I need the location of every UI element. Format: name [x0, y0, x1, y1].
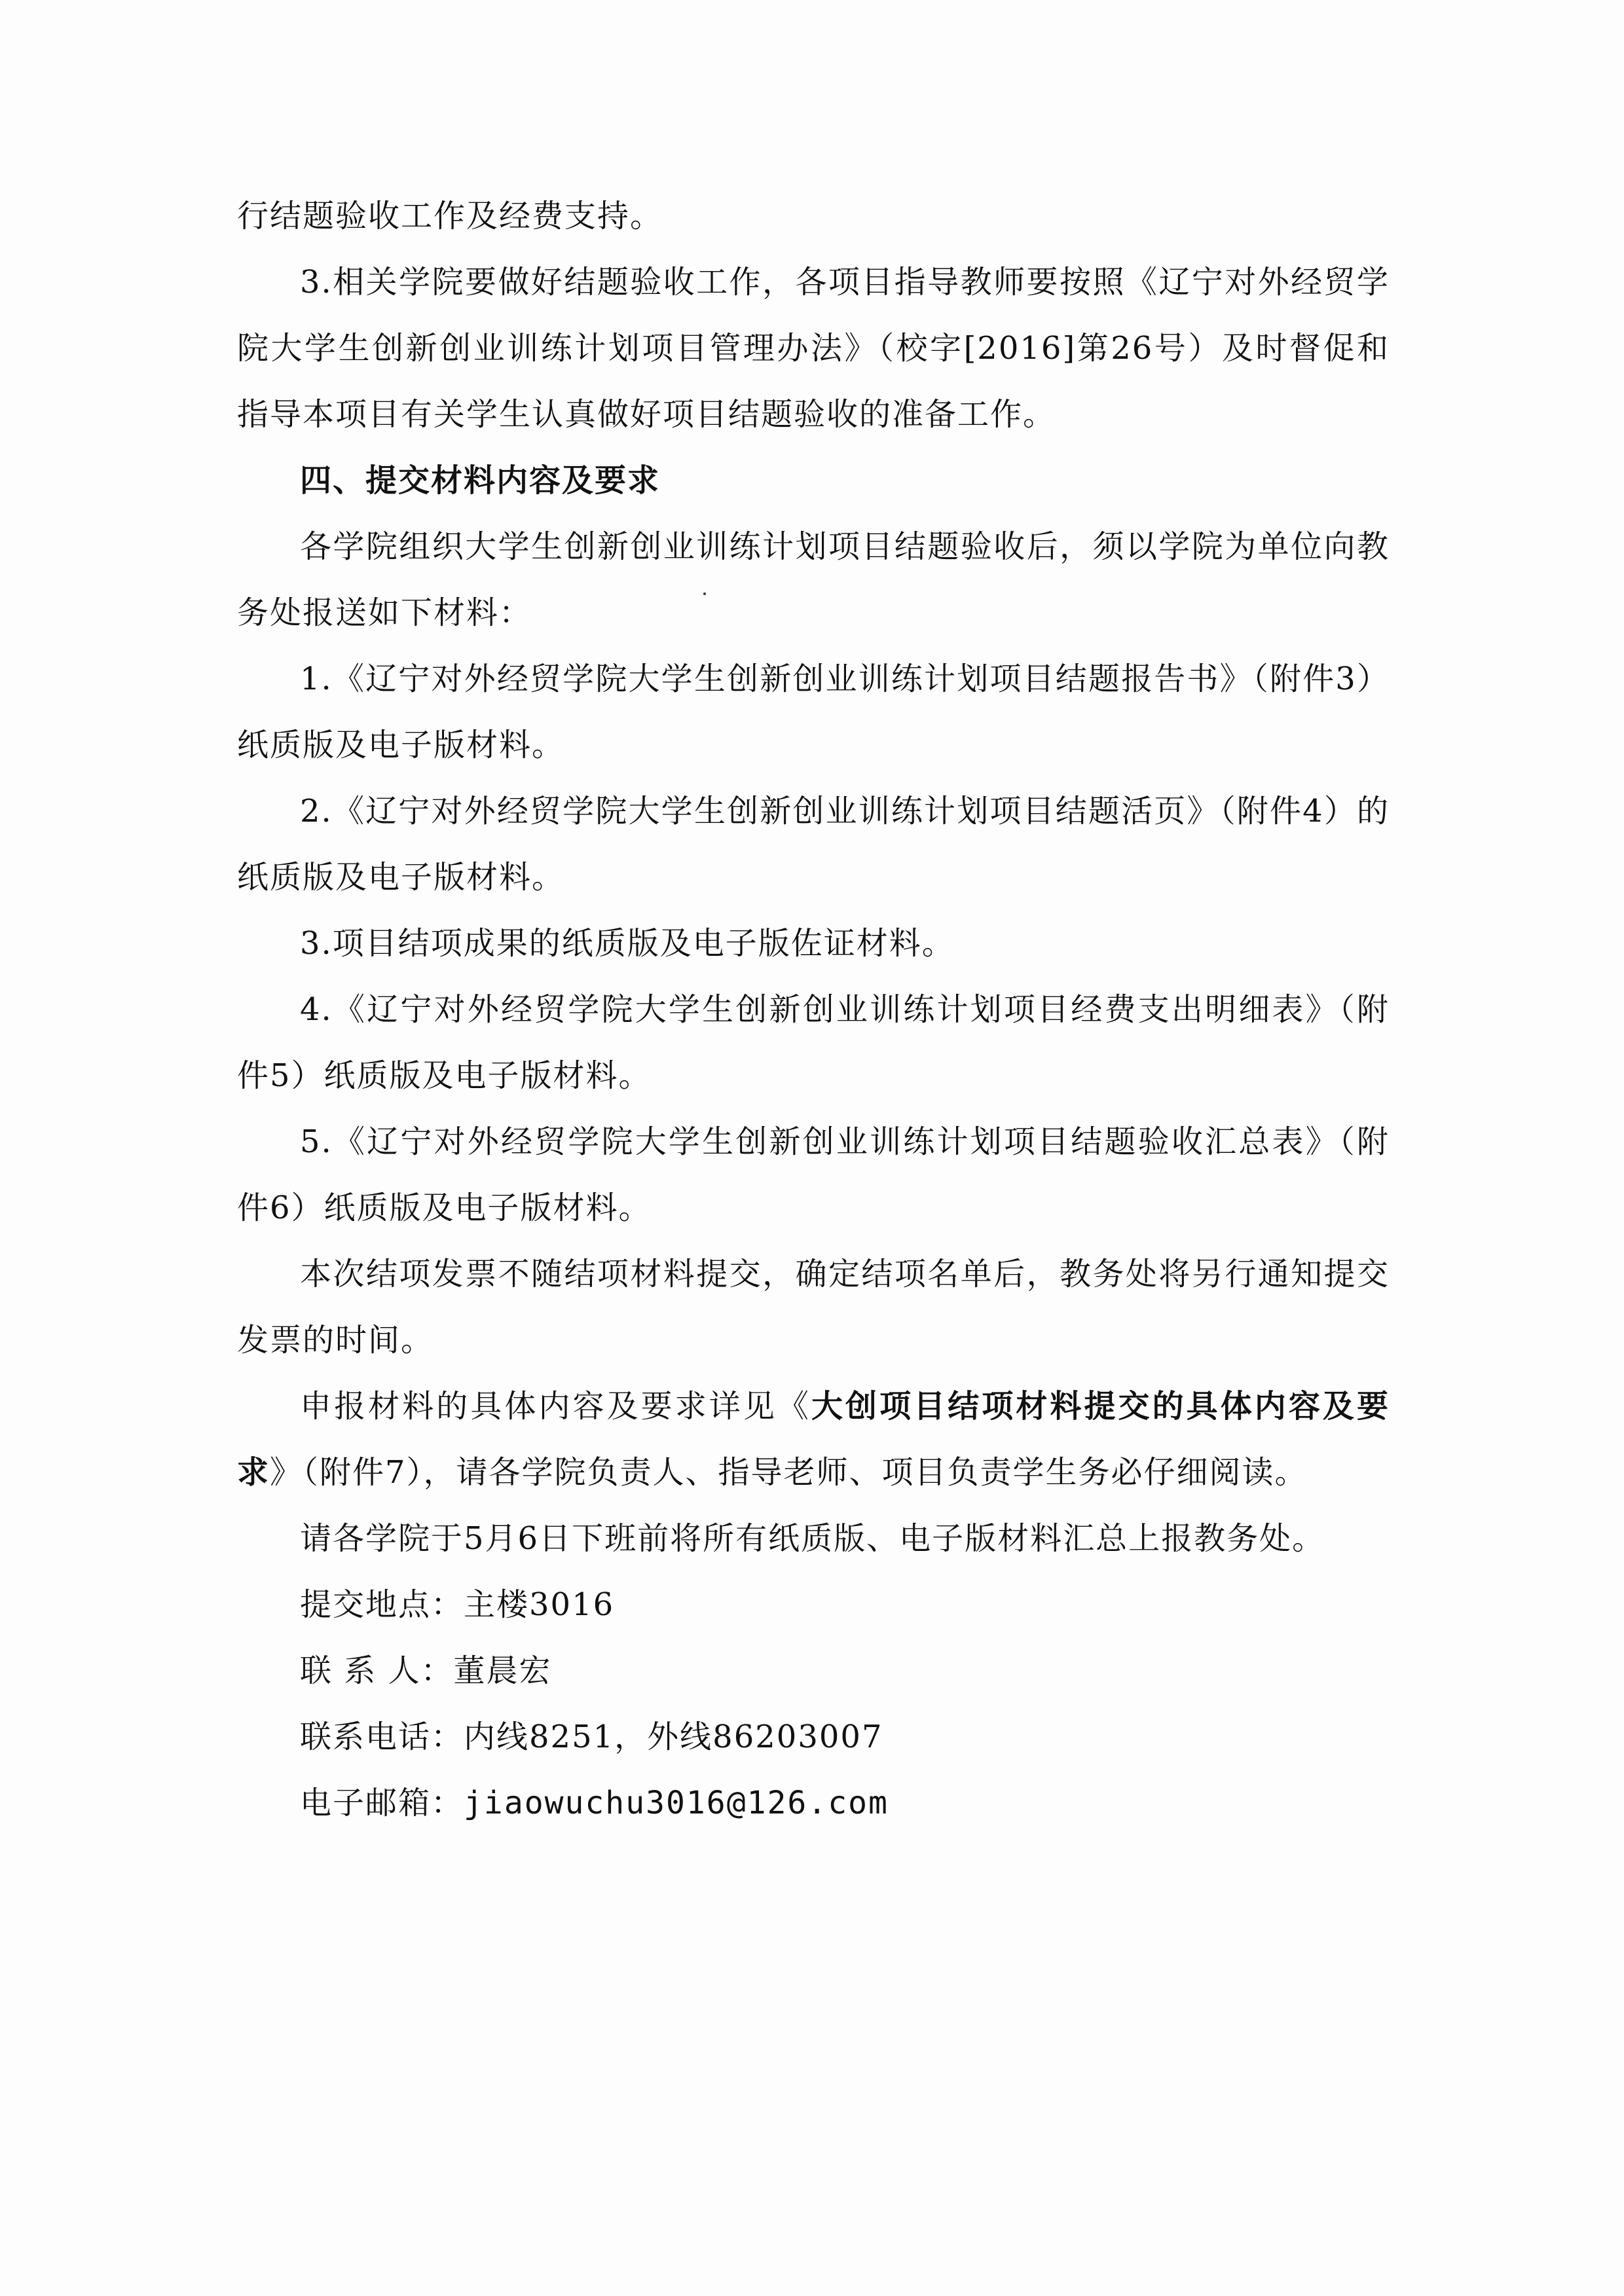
phone-label: 联系电话： [300, 1719, 464, 1755]
list-item-3: 3.项目结项成果的纸质版及电子版佐证材料。 [300, 925, 955, 962]
contact-phone [237, 1704, 1390, 1770]
requirements-bold-title: 大创项目结项材料提交的具体内容及要求 [237, 1388, 1390, 1491]
requirements-text-after: 》（附件7），请各学院负责人、指导老师、项目负责学生务必仔细阅读。 [270, 1454, 1308, 1491]
email-label: 电子邮箱： [300, 1785, 464, 1821]
person-value: 董晨宏 [453, 1652, 552, 1689]
contact-email [237, 1770, 1390, 1836]
requirements-text-before: 申报材料的具体内容及要求详见《 [300, 1388, 811, 1425]
paragraph-deadline: 请各学院于5月6日下班前将所有纸质版、电子版材料汇总上报教务处。 [300, 1520, 1325, 1557]
contact-location [237, 1572, 1390, 1638]
paragraph-invoice-note: 本次结项发票不随结项材料提交，确定结项名单后，教务处将另行通知提交发票的时间。 [237, 1256, 1390, 1358]
list-item-1: 1.《辽宁对外经贸学院大学生创新创业训练计划项目结题报告书》（附件3）纸质版及电子版材料。 [237, 661, 1390, 763]
list-item-5: 5.《辽宁对外经贸学院大学生创新创业训练计划项目结题验收汇总表》（附件6）纸质版及电子版材料。 [237, 1123, 1390, 1226]
paragraph-requirements-reference [237, 1374, 1390, 1506]
email-value: jiaowuchu3016@126.com [464, 1785, 889, 1821]
list-item-4: 4.《辽宁对外经贸学院大学生创新创业训练计划项目经费支出明细表》（附件5）纸质版及电子版材料。 [237, 991, 1390, 1094]
paragraph-intro: 各学院组织大学生创新创业训练计划项目结题验收后，须以学院为单位向教务处报送如下材料： [237, 528, 1390, 631]
location-value: 主楼3016 [464, 1586, 615, 1623]
document-body [237, 183, 1390, 1836]
contact-person [237, 1638, 1390, 1704]
location-label: 提交地点： [300, 1586, 464, 1623]
phone-value: 内线8251，外线86203007 [464, 1719, 883, 1755]
paragraph-continuation: 行结题验收工作及经费支持。 [237, 198, 663, 234]
section-heading-4: 四、提交材料内容及要求 [300, 462, 661, 499]
list-item-2: 2.《辽宁对外经贸学院大学生创新创业训练计划项目结题活页》（附件4）的纸质版及电子版材料。 [237, 793, 1390, 896]
paragraph-item-3: 3.相关学院要做好结题验收工作，各项目指导教师要按照《辽宁对外经贸学院大学生创新创业训练计划项目管理办法》（校字[2016]第26号）及时督促和指导本项目有关学生认真做好项目结题验收的准备工作。 [237, 264, 1390, 433]
person-label: 联 系 人： [300, 1652, 454, 1689]
